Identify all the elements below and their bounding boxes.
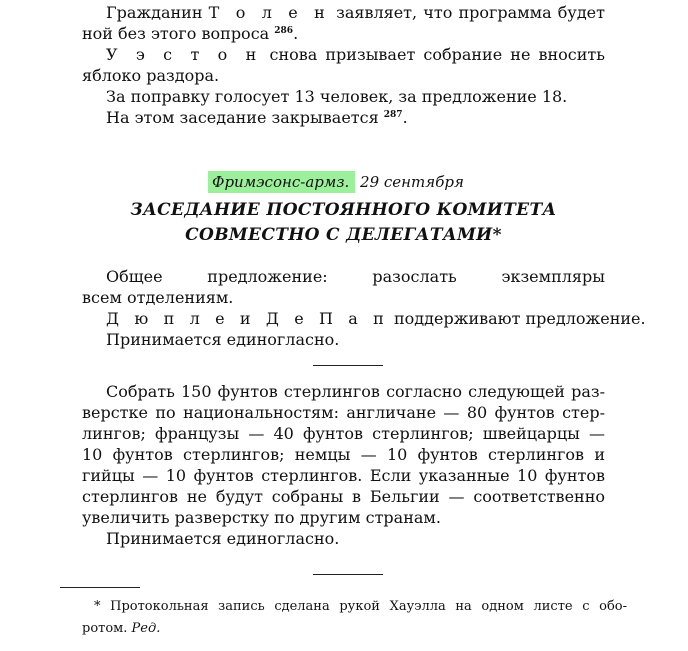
section-divider — [313, 365, 383, 366]
section-title-line-1: ЗАСЕДАНИЕ ПОСТОЯННОГО КОМИТЕТА — [130, 200, 557, 220]
collection-line: 10 фунтов стерлингов; немцы — 10 фунтов стерлингов и — [82, 445, 605, 464]
paragraph-tolen-line-1: Гражданин Т о л е н заявляет, что программа будет — [106, 3, 605, 22]
section-title-line-2: СОВМЕСТНО С ДЕЛЕГАТАМИ* — [185, 225, 502, 245]
editor-note: Ред. — [131, 621, 161, 636]
collection-line: гийцы — 10 фунтов стерлингов. Если указанные 10 фунтов — [82, 466, 605, 485]
proposal-adopted: Принимается единогласно. — [106, 330, 340, 349]
collection-line: стерлингов не будут собраны в Бельгии — соответственно — [82, 487, 605, 506]
footnote-ref: 286 — [274, 26, 294, 36]
proposal-support: Д ю п л е и Д е П а п поддерживают предложение. — [106, 309, 646, 328]
paragraph-tolen-line-2: ной без этого вопроса $^{286}$. — [82, 24, 299, 43]
paragraph-closing: На этом заседание закрывается $^{287}$. — [106, 108, 408, 127]
footnote-line-1: * Протокольная запись сделана рукой Хауэлла на одном листе с обо- — [94, 599, 627, 614]
footnote — [82, 596, 627, 640]
opening-paragraphs — [82, 2, 605, 128]
dateline — [208, 169, 464, 195]
footnote-asterisk: * — [94, 599, 101, 614]
paragraph-weston-line-2: яблоко раздора. — [82, 66, 220, 85]
paragraph-weston-line-1: У э с т о н снова призывает собрание не вносить — [82, 44, 605, 65]
proposal-line-1: Общее предложение: разослать экземпляры — [106, 267, 605, 286]
collection-adopted: Принимается единогласно. — [106, 529, 340, 548]
place-highlight: Фримэсонс-армз. — [208, 171, 355, 193]
footnote-separator — [60, 587, 140, 588]
proposal-line-2: всем отделениям. — [82, 288, 234, 307]
section-proposal — [82, 266, 646, 350]
speaker-name: Т о л е н — [208, 3, 330, 22]
title-asterisk: * — [492, 225, 502, 245]
footnote-ref: 287 — [383, 110, 403, 120]
collection-line: верстке по национальностям: англичане — 80 фунтов стер- — [82, 403, 605, 422]
footnote-line-2: ротом. Ред. — [82, 621, 161, 636]
section-divider — [313, 574, 383, 575]
speaker-names: Д ю п л е и Д е П а п — [106, 309, 389, 328]
section-collection — [82, 381, 605, 549]
collection-line: увеличить разверстку по другим странам. — [82, 508, 441, 527]
paragraph-vote: За поправку голосует 13 человек, за предложение 18. — [106, 87, 568, 106]
speaker-name: У э с т о н — [106, 45, 262, 64]
collection-line: лингов; французы — 40 фунтов стерлингов; швейцарцы — — [82, 424, 605, 443]
date: 29 сентября — [355, 173, 464, 191]
collection-line: Собрать 150 фунтов стерлингов согласно следующей раз- — [106, 382, 605, 401]
